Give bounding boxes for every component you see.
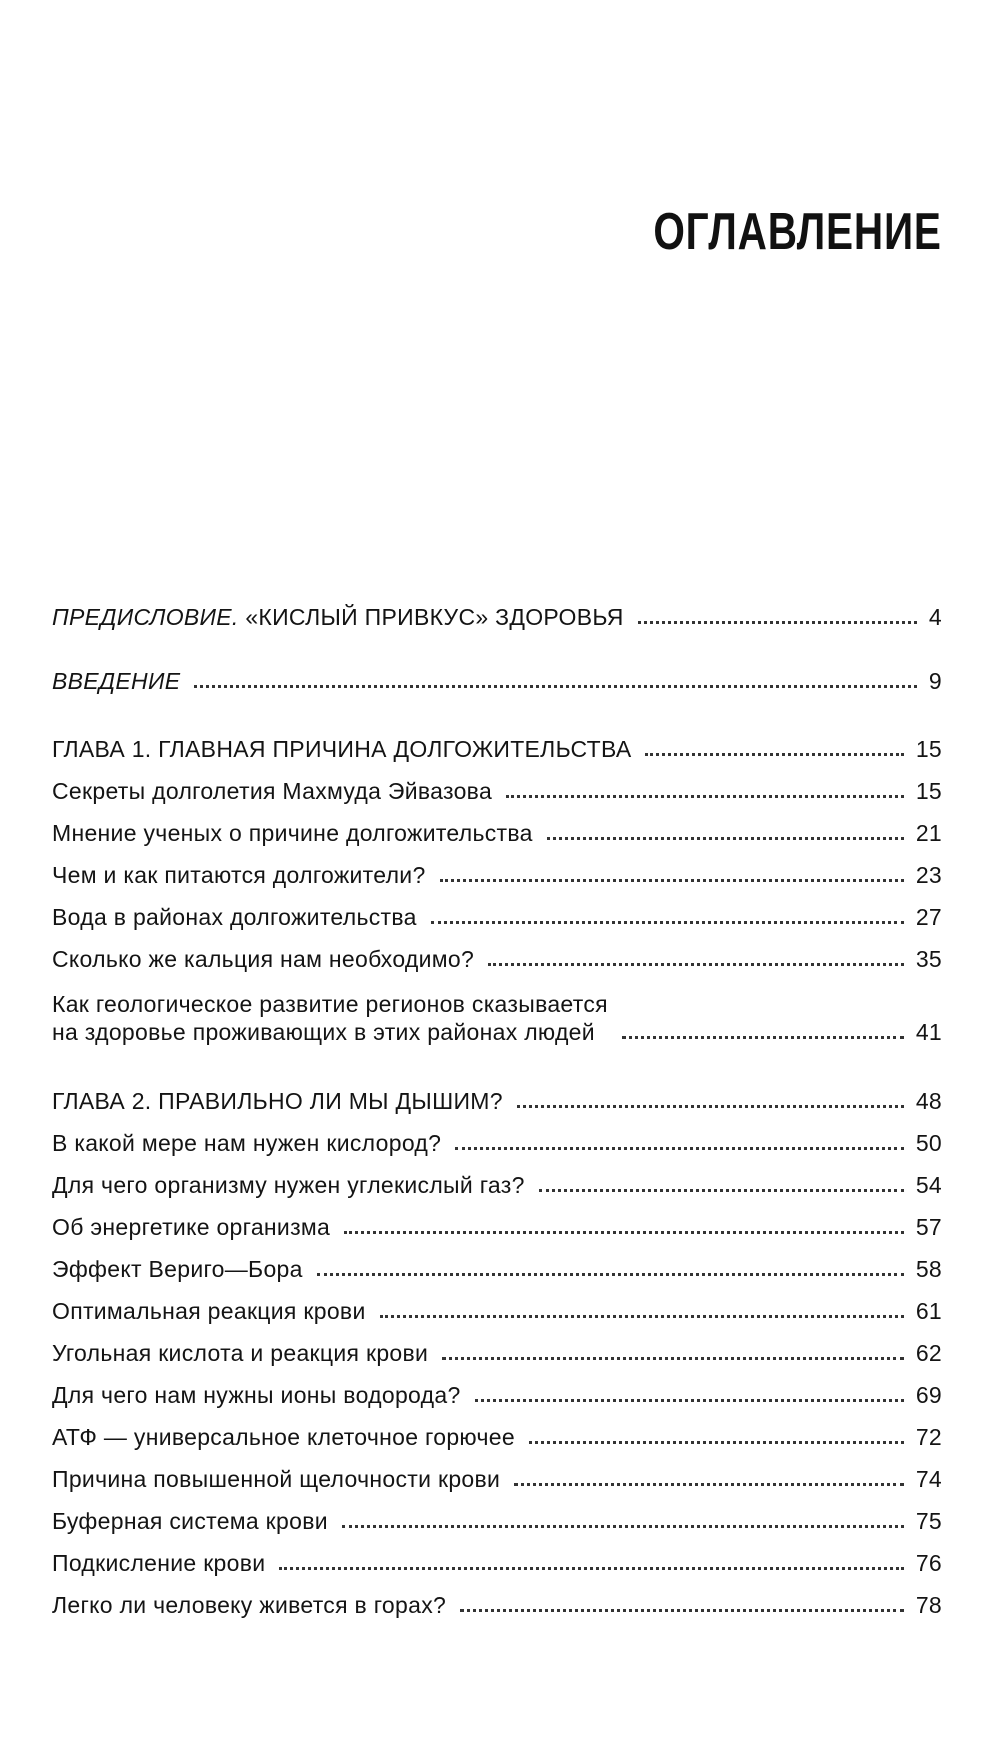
dot-leader xyxy=(539,1189,904,1192)
toc-entry-title-line-2: на здоровье проживающих в этих районах людей xyxy=(52,1019,595,1045)
toc-entry-page: 35 xyxy=(915,946,942,972)
toc-entry-page: 57 xyxy=(915,1214,942,1240)
toc-entry[interactable] xyxy=(52,1255,942,1283)
toc-entry-page: 74 xyxy=(915,1466,942,1492)
dot-leader xyxy=(645,753,903,756)
toc-entry-title: Секреты долголетия Махмуда Эйвазова xyxy=(52,778,493,804)
toc-entry-page: 50 xyxy=(915,1130,942,1156)
toc-entry-title: Вода в районах долгожительства xyxy=(52,904,417,930)
toc-entry-page: 21 xyxy=(915,820,942,846)
dot-leader xyxy=(317,1273,904,1276)
toc-entry-title: Угольная кислота и реакция крови xyxy=(52,1340,429,1366)
toc-entry-title: Легко ли человеку живется в горах? xyxy=(52,1592,447,1618)
toc-entry-page: 76 xyxy=(915,1550,942,1576)
dot-leader xyxy=(488,963,904,966)
toc-entry-page: 78 xyxy=(915,1592,942,1618)
toc-entry-page: 41 xyxy=(915,1019,942,1045)
dot-leader xyxy=(514,1483,904,1486)
dot-leader xyxy=(547,837,904,840)
toc-entry[interactable] xyxy=(52,819,942,847)
toc-entry-title xyxy=(52,603,624,631)
toc-entry-page: 23 xyxy=(915,862,942,888)
toc-entry[interactable] xyxy=(52,1129,942,1157)
toc-entry-title-line-1: Как геологическое развитие регионов сказывается xyxy=(52,991,608,1017)
dot-leader xyxy=(638,621,917,624)
toc-entry[interactable] xyxy=(52,1339,942,1367)
toc-entry-title: ГЛАВА 1. ГЛАВНАЯ ПРИЧИНА ДОЛГОЖИТЕЛЬСТВА xyxy=(52,736,632,762)
toc-entry-title-rest: «КИСЛЫЙ ПРИВКУС» ЗДОРОВЬЯ xyxy=(238,604,624,630)
toc-entry[interactable] xyxy=(52,945,942,973)
toc-entry-page: 62 xyxy=(915,1340,942,1366)
dot-leader xyxy=(380,1315,904,1318)
toc-entry-title: В какой мере нам нужен кислород? xyxy=(52,1130,442,1156)
toc-entry-title: ВВЕДЕНИЕ xyxy=(52,668,181,694)
toc-entry-title: Эффект Вериго—Бора xyxy=(52,1256,303,1282)
dot-leader xyxy=(517,1105,904,1108)
toc-entry-multiline[interactable] xyxy=(52,990,942,1046)
toc-entry-prefix: ПРЕДИСЛОВИЕ. xyxy=(52,604,239,630)
dot-leader xyxy=(194,685,917,688)
toc-entry-page: 27 xyxy=(915,904,942,930)
toc-entry[interactable] xyxy=(52,1549,942,1577)
dot-leader xyxy=(529,1441,904,1444)
toc-entry-title: АТФ — универсальное клеточное горючее xyxy=(52,1424,515,1450)
toc-entry-preface[interactable] xyxy=(52,603,942,631)
toc-entry[interactable] xyxy=(52,1297,942,1325)
toc-entry-page: 69 xyxy=(915,1382,942,1408)
toc-entry[interactable] xyxy=(52,903,942,931)
toc-entry[interactable] xyxy=(52,1381,942,1409)
toc-entry-title: Буферная система крови xyxy=(52,1508,328,1534)
toc-entry-page: 15 xyxy=(915,778,942,804)
toc-entry[interactable] xyxy=(52,1591,942,1619)
dot-leader xyxy=(279,1567,903,1570)
toc-entry-title: Причина повышенной щелочности крови xyxy=(52,1466,501,1492)
toc-entry-page: 72 xyxy=(915,1424,942,1450)
dot-leader xyxy=(460,1609,904,1612)
toc-entry[interactable] xyxy=(52,1465,942,1493)
toc-entry-title: Об энергетике организма xyxy=(52,1214,331,1240)
dot-leader xyxy=(440,879,904,882)
toc-entry[interactable] xyxy=(52,1213,942,1241)
dot-leader xyxy=(431,921,904,924)
dot-leader xyxy=(622,1036,904,1039)
toc-entry-title xyxy=(52,990,608,1046)
toc-entry-title: Подкисление крови xyxy=(52,1550,266,1576)
dot-leader xyxy=(342,1525,904,1528)
dot-leader xyxy=(455,1147,904,1150)
dot-leader xyxy=(344,1231,904,1234)
toc-entry-page: 15 xyxy=(915,736,942,762)
toc-entry-page: 61 xyxy=(915,1298,942,1324)
dot-leader xyxy=(506,795,904,798)
toc-entry-page: 4 xyxy=(928,604,942,630)
toc-entry-title: Оптимальная реакция крови xyxy=(52,1298,366,1324)
toc-entry-page: 9 xyxy=(928,668,942,694)
toc-entry-title: Для чего организму нужен углекислый газ? xyxy=(52,1172,525,1198)
toc-entry-chapter-1[interactable] xyxy=(52,735,942,763)
toc-entry-title: Чем и как питаются долгожители? xyxy=(52,862,426,888)
toc-entry-page: 58 xyxy=(915,1256,942,1282)
toc-entry[interactable] xyxy=(52,1423,942,1451)
page-title: ОГЛАВЛЕНИЕ xyxy=(653,203,942,261)
toc-entry[interactable] xyxy=(52,861,942,889)
toc-entry-page: 48 xyxy=(915,1088,942,1114)
toc-entry-title: Сколько же кальция нам необходимо? xyxy=(52,946,475,972)
toc-entry[interactable] xyxy=(52,1171,942,1199)
toc-entry[interactable] xyxy=(52,1507,942,1535)
toc-entry-page: 75 xyxy=(915,1508,942,1534)
toc-entry-title: Мнение ученых о причине долгожительства xyxy=(52,820,533,846)
toc-entry-title: ГЛАВА 2. ПРАВИЛЬНО ЛИ МЫ ДЫШИМ? xyxy=(52,1088,503,1114)
toc-entry[interactable] xyxy=(52,777,942,805)
dot-leader xyxy=(475,1399,904,1402)
toc-entry-page: 54 xyxy=(915,1172,942,1198)
toc-entry-title: Для чего нам нужны ионы водорода? xyxy=(52,1382,461,1408)
toc-entry-chapter-2[interactable] xyxy=(52,1087,942,1115)
dot-leader xyxy=(442,1357,904,1360)
toc-entry-introduction[interactable] xyxy=(52,667,942,695)
